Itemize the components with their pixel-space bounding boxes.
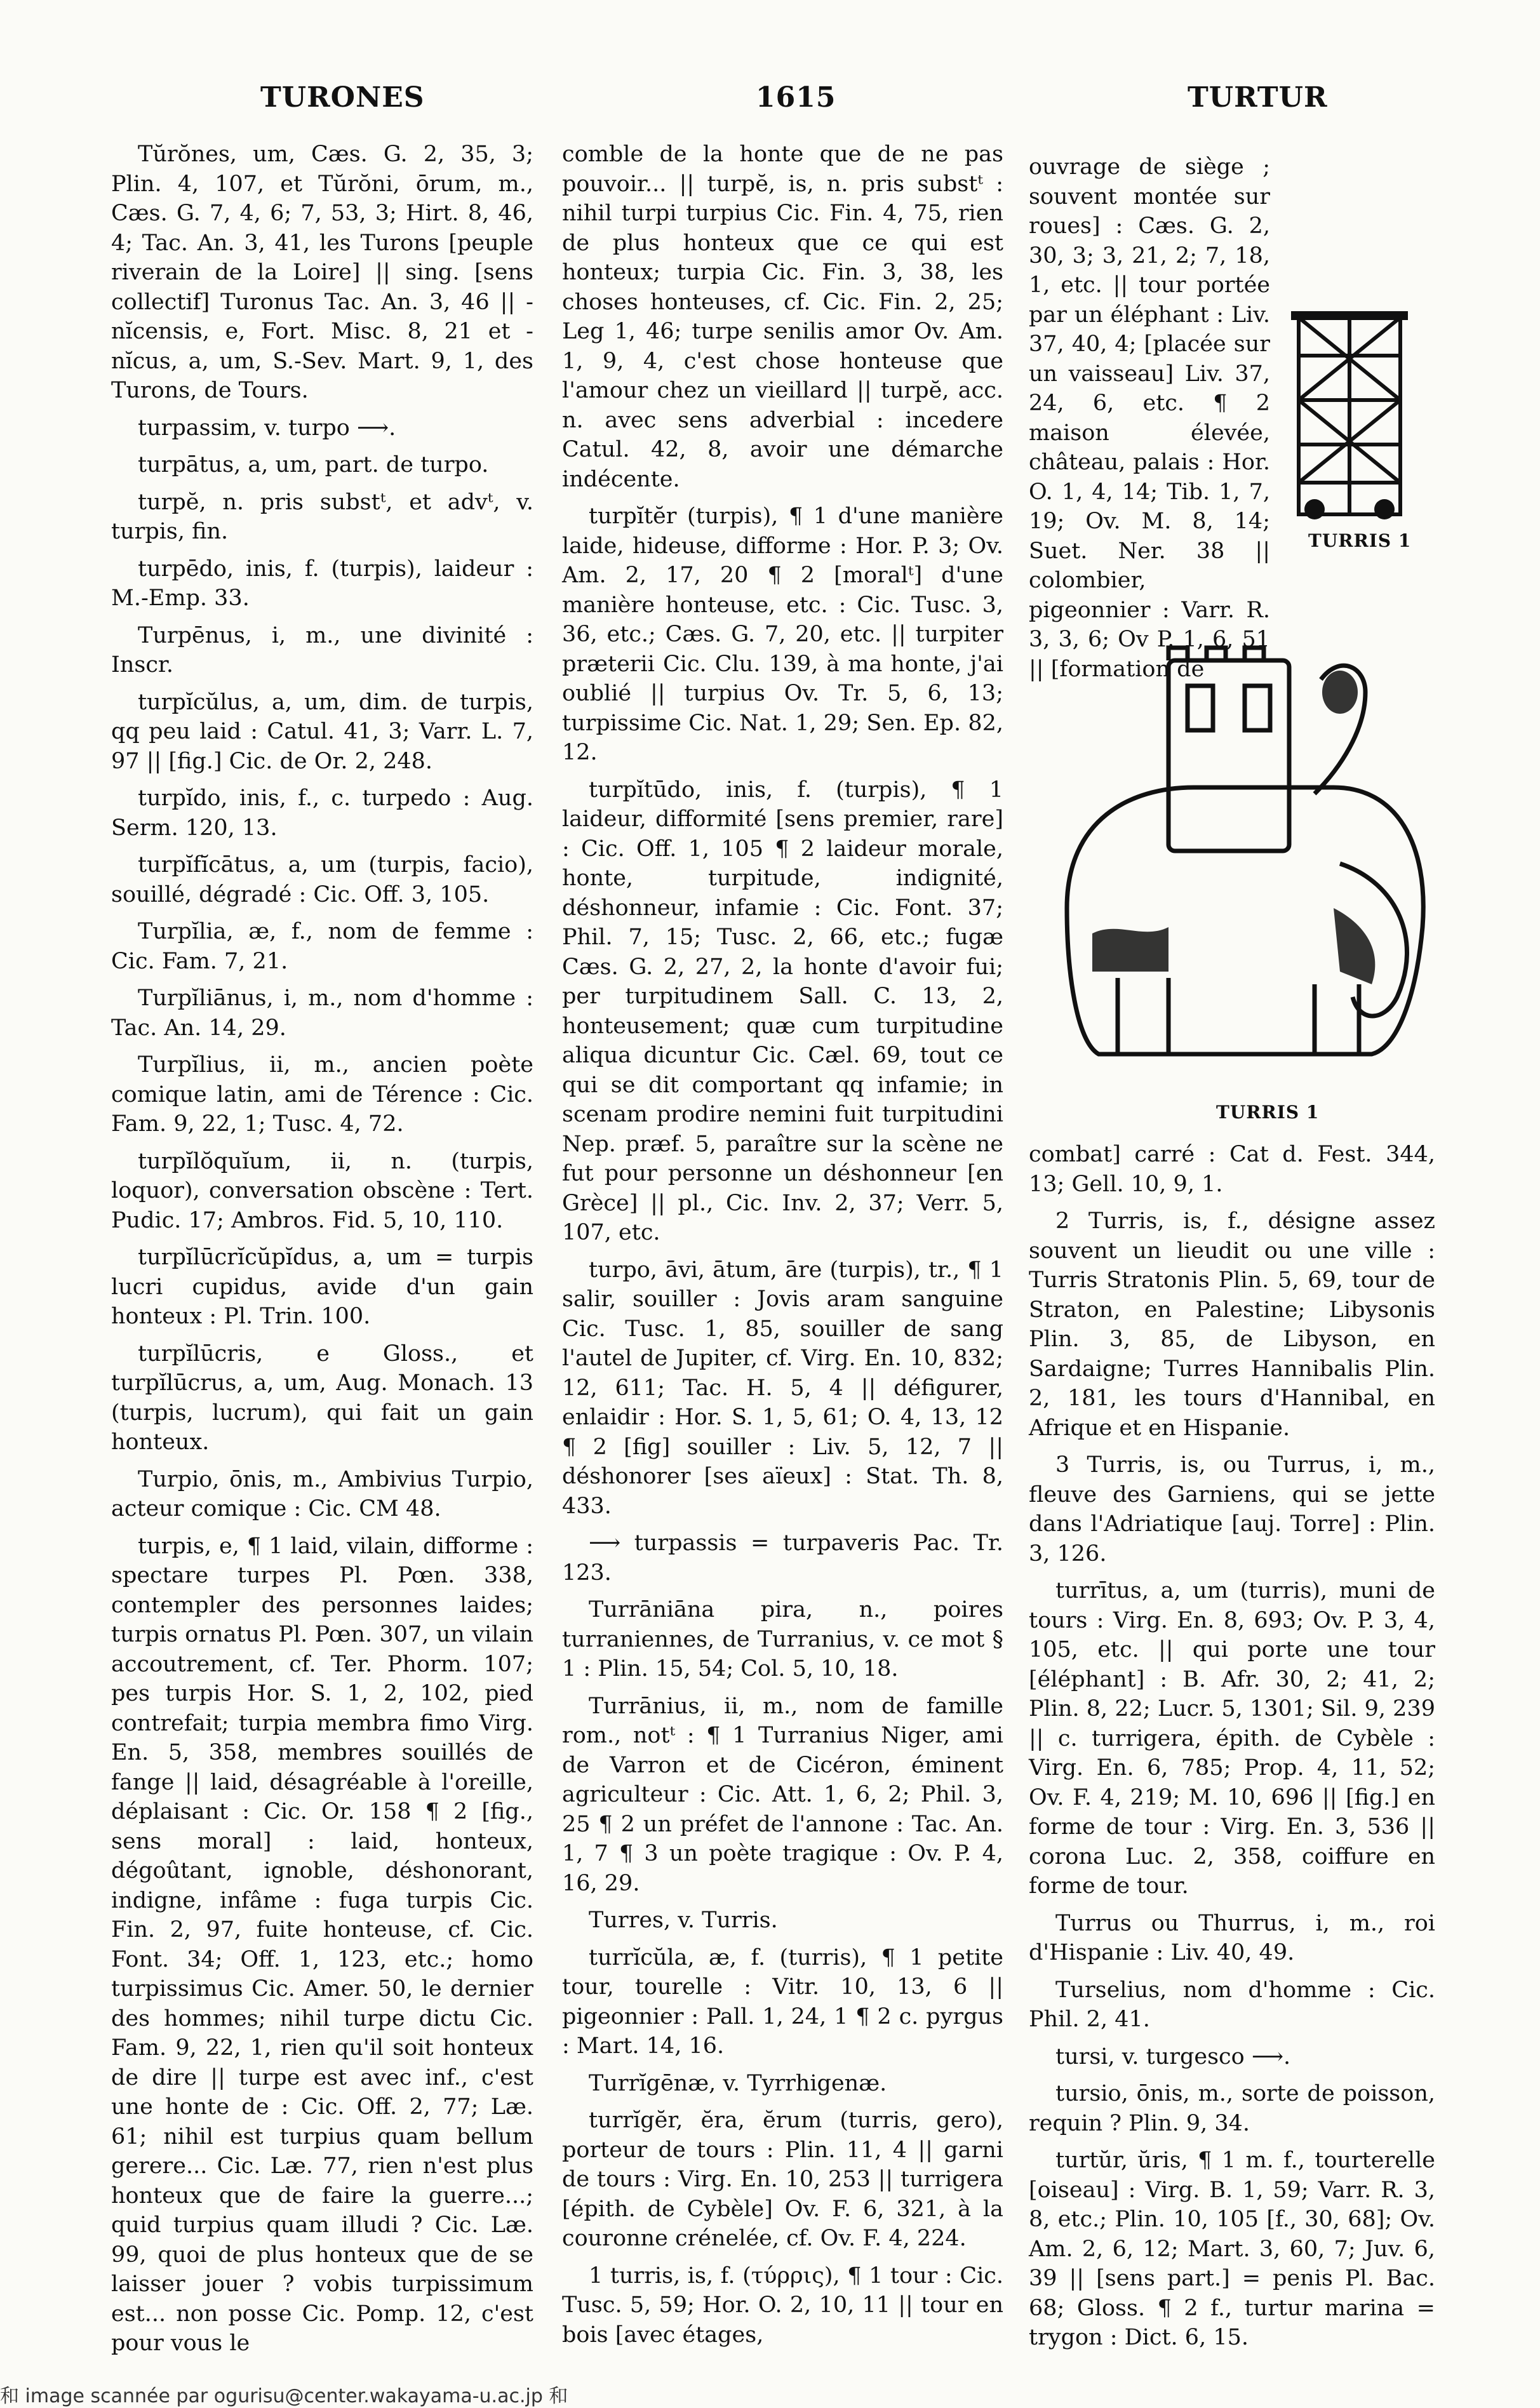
dictionary-entry: Turpĭliānus, i, m., nom d'homme : Tac. An. 14, 29. [111, 986, 533, 1041]
dictionary-entry: turpĭlūcris, e Gloss., et turpĭlūcrus, a, um, Aug. Monach. 13 (turpis, lucrum), qui fait un gain honteux. [111, 1341, 533, 1455]
dictionary-entry: turpĭcŭlus, a, um, dim. de turpis, qq peu laid : Catul. 41, 3; Varr. L. 7, 97 || [fig.] Cic. de Or. 2, 248. [111, 689, 533, 774]
dictionary-entry: turpassim, v. turpo ⟶. [138, 415, 396, 441]
dictionary-entry: turpis, e, ¶ 1 laid, vilain, difforme : spectare turpes Pl. Pœn. 338, contempler des personnes laides; turpis ornatus Pl. Pœn. 307, un vilain accoutrement, cf. Ter. Phorm. 107; pes turpis Hor. S. 1, 2, 102, pied contrefait; turpia membra fimo Virg. En. 5, 358, membres souillés de fange || laid, désagréable à l'oreille, déplaisant : Cic. Or. 158 ¶ 2 [fig., sens moral] : laid, honteux, dégoûtant, ignoble, déshonorant, indigne, infâme : fuga turpis Cic. Fin. 2, 97, fuite honteuse, cf. Cic. Font. 34; Off. 1, 123, etc.; homo turpissimus Cic. Amer. 50, le dernier des hommes; nihil turpe dictu Cic. Fam. 9, 22, 1, rien qu'il soit honteux de dire || turpe est avec inf., c'est une honte de : Cic. Off. 2, 77; Læ. 61; nihil est turpius quam bellum gerere... Cic. Læ. 77, rien n'est plus honteux que de faire la guerre...; quid turpius quam illudi ? Cic. Læ. 99, quoi de plus honteux que de se laisser jouer ? vobis turpissimum est... non posse Cic. Pomp. 12, c'est pour vous le [111, 1533, 533, 2356]
dictionary-entry: turpĭlŏquĭum, ii, n. (turpis, loquor), conversation obscène : Tert. Pudic. 17; Ambros. Fid. 5, 10, 110. [111, 1148, 533, 1233]
dictionary-entry: Turrĭgēnæ, v. Tyrrhigenæ. [589, 2070, 887, 2096]
column-left [111, 140, 533, 2366]
dictionary-entry: turpātus, a, um, part. de turpo. [138, 452, 489, 478]
dictionary-entry: turtŭr, ŭris, ¶ 1 m. f., tourterelle [oiseau] : Virg. B. 1, 59; Varr. R. 3, 8, etc.; Plin. 10, 105 [f., 30, 68]; Ov. Am. 2, 6, 12; Mart. 3, 60, 7; Juv. 6, 39 || [sens part.] = penis Pl. Bac. 68; Gloss. ¶ 2 f., turtur marina = trygon : Dict. 6, 15. [1029, 2148, 1435, 2350]
dictionary-entry: turpĭlūcrĭcŭpĭdus, a, um = turpis lucri cupidus, avide d'un gain honteux : Pl. Trin. 100. [111, 1245, 533, 1329]
dictionary-entry: ouvrage de siège ; souvent montée sur roues] : Cæs. G. 2, 30, 3; 3, 21, 2; 7, 18, 1, etc. || tour portée par un éléphant : Liv. 37, 40, 4; [placée sur un vaisseau] Liv. 37, 24, 6, etc. ¶ 2 maison élevée, château, palais : Hor. O. 1, 4, 14; Tib. 1, 7, 19; Ov. M. 8, 14; Suet. Ner. 38 || colombier, pigeonnier : Varr. R. 3, 3, 6; Ov P. 1, 6, 51 || [formation de [1029, 154, 1270, 682]
dictionary-entry: 3 Turris, is, ou Turrus, i, m., fleuve des Garniens, qui se jette dans l'Adriatique [auj. Torre] : Plin. 3, 126. [1029, 1452, 1435, 1567]
dictionary-entry: Turpĭlia, æ, f., nom de femme : Cic. Fam. 7, 21. [111, 919, 533, 974]
figure-caption: TURRIS 1 [1216, 1102, 1320, 1123]
dictionary-entry: Turpēnus, i, m., une divinité : Inscr. [111, 622, 533, 678]
dictionary-entry: turpĭtūdo, inis, f. (turpis), ¶ 1 laideur, difformité [sens premier, rare] : Cic. Off. 1, 105 ¶ 2 laideur morale, honte, turpitude, indignité, déshonneur, infamie : Cic. Font. 37; Phil. 7, 15; Tusc. 2, 66, etc.; fugæ Cæs. G. 2, 27, 2, la honte d'avoir fui; per turpitudinem Sall. C. 13, 2, honteusement; quæ cum turpitudine aliqua dicuntur Cic. Cæl. 69, tout ce qui se dit comportant qq infamie; in scenam prodire nemini fuit turpitudini Nep. præf. 5, paraître sur la scène ne fut pour personne un déshonneur [en Grèce] || pl., Cic. Inv. 2, 37; Verr. 5, 107, etc. [562, 777, 1003, 1245]
dictionary-entry: Turrus ou Thurrus, i, m., roi d'Hispanie : Liv. 40, 49. [1029, 1910, 1435, 1965]
dictionary-entry: turrĭgĕr, ĕra, ĕrum (turris, gero), porteur de tours : Plin. 11, 4 || garni de tours : Virg. En. 10, 253 || turrigera [épith. de Cybèle] Ov. F. 6, 321, à la couronne crénelée, cf. Ov. F. 4, 224. [562, 2108, 1003, 2251]
dictionary-entry: turpēdo, inis, f. (turpis), laideur : M.-Emp. 33. [111, 556, 533, 611]
dictionary-entry: turrītus, a, um (turris), muni de tours : Virg. En. 8, 693; Ov. P. 3, 4, 105, etc. || qui porte une tour [éléphant] : B. Afr. 30, 2; 41, 2; Plin. 8, 22; Lucr. 5, 1301; Sil. 9, 239 || c. turrigera, épith. de Cybèle : Virg. En. 6, 785; Prop. 4, 11, 52; Ov. F. 4, 219; M. 10, 696 || [fig.] en forme de tour : Virg. En. 3, 536 || corona Luc. 2, 358, coiffure en forme de tour. [1029, 1578, 1435, 1899]
dictionary-entry: Turpio, ōnis, m., Ambivius Turpio, acteur comique : Cic. CM 48. [111, 1466, 533, 1522]
dictionary-entry: Turpĭlius, ii, m., ancien poète comique latin, ami de Térence : Cic. Fam. 9, 22, 1; Tusc. 4, 72. [111, 1052, 533, 1137]
dictionary-entry: Turselius, nom d'homme : Cic. Phil. 2, 41. [1029, 1977, 1435, 2032]
scan-credit: 和 image scannée par ogurisu@center.wakayama-u.ac.jp 和 [0, 2385, 568, 2407]
dictionary-entry: Turrānius, ii, m., nom de famille rom., notᵗ : ¶ 1 Turranius Niger, ami de Varron et de Cicéron, éminent agriculteur : Cic. Att. 1, 6, 2; Phil. 3, 25 ¶ 2 un préfet de l'annone : Tac. An. 1, 7 ¶ 3 un poète tragique : Ov. P. 4, 16, 29. [562, 1693, 1003, 1896]
dictionary-entry: turrĭcŭla, æ, f. (turris), ¶ 1 petite tour, tourelle : Vitr. 10, 13, 6 || pigeonnier : Pall. 1, 24, 1 ¶ 2 c. pyrgus : Mart. 14, 16. [562, 1944, 1003, 2059]
running-head-right: TURTUR [1188, 81, 1328, 114]
dictionary-entry: turpĭfĭcātus, a, um (turpis, facio), souillé, dégradé : Cic. Off. 3, 105. [111, 852, 533, 907]
dictionary-entry: comble de la honte que de ne pas pouvoir... || turpĕ, is, n. pris substᵗ : nihil turpi turpius Cic. Fin. 4, 75, rien de plus honteux que ce qui est honteux; turpia Cic. Fin. 3, 38, les choses honteuses, cf. Cic. Fin. 2, 25; Leg 1, 46; turpe senilis amor Ov. Am. 1, 9, 4, c'est chose honteuse que l'amour chez un vieillard || turpĕ, acc. n. avec sens adverbial : incedere Catul. 42, 8, avoir une démarche indécente. [562, 142, 1003, 492]
dictionary-entry: turpĭtĕr (turpis), ¶ 1 d'une manière laide, hideuse, difforme : Hor. P. 3; Ov. Am. 2, 17, 20 ¶ 2 [moralᵗ] d'une manière honteuse, etc. : Cic. Tusc. 3, 36, etc.; Cæs. G. 7, 20, etc. || turpiter præterii Cic. Clu. 139, à ma honte, j'ai oublié || turpius Ov. Tr. 5, 6, 13; turpissime Cic. Nat. 1, 29; Sen. Ep. 82, 12. [562, 504, 1003, 765]
dictionary-entry: combat] carré : Cat d. Fest. 344, 13; Gell. 10, 9, 1. [1029, 1142, 1435, 1197]
dictionary-entry: Turres, v. Turris. [589, 1908, 778, 1933]
dictionary-entry: ⟶ turpassis = turpaveris Pac. Tr. 123. [562, 1530, 1003, 1586]
dictionary-entry: 1 turris, is, f. (τύρρις), ¶ 1 tour : Cic. Tusc. 5, 59; Hor. O. 2, 10, 11 || tour en bois [avec étages, [562, 2263, 1003, 2348]
column-middle [562, 140, 1003, 2357]
dictionary-entry: turpĭdo, inis, f., c. turpedo : Aug. Serm. 120, 13. [111, 786, 533, 841]
dictionary-entry: tursio, ōnis, m., sorte de poisson, requin ? Plin. 9, 34. [1029, 2081, 1435, 2136]
dictionary-entry: 2 Turris, is, f., désigne assez souvent un lieudit ou une ville : Turris Stratonis Plin. 5, 69, tour de Straton, en Palestine; Libysonis Plin. 3, 85, de Libyson, en Sardaigne; Turres Hannibalis Plin. 2, 181, les tours d'Hannibal, en Afrique et en Hispanie. [1029, 1208, 1435, 1441]
siege-tower-illustration [1280, 305, 1419, 521]
dictionary-entry: Turrāniāna pira, n., poires turraniennes, de Turranius, v. ce mot § 1 : Plin. 15, 54; Col. 5, 10, 18. [562, 1597, 1003, 1682]
column-right-bottom [1029, 1140, 1435, 2360]
running-head-left: TURONES [260, 81, 425, 114]
dictionary-entry: Tŭrŏnes, um, Cæs. G. 2, 35, 3; Plin. 4, 107, et Tŭrŏni, ōrum, m., Cæs. G. 7, 4, 6; 7, 53, 3; Hirt. 8, 46, 4; Tac. An. 3, 41, les Turons [peuple riverain de la Loire] || sing. [sens collectif] Turonus Tac. An. 3, 46 || -nĭcensis, e, Fort. Misc. 8, 21 et -nĭcus, a, um, S.-Sev. Mart. 9, 1, des Turons, de Tours. [111, 142, 533, 403]
dictionary-entry: tursi, v. turgesco ⟶. [1055, 2043, 1291, 2070]
elephant-tower-illustration [1041, 641, 1442, 1086]
figure-caption: TURRIS 1 [1308, 530, 1412, 551]
dictionary-entry: turpo, āvi, ātum, āre (turpis), tr., ¶ 1 salir, souiller : Jovis aram sanguine Cic. Tusc. 1, 85, souiller de sang l'autel de Jupiter, cf. Virg. En. 10, 832; 12, 611; Tac. H. 5, 4 || défigurer, enlaidir : Hor. S. 1, 5, 61; O. 4, 13, 12 ¶ 2 [fig] souiller : Liv. 5, 12, 7 || déshonorer [ses aïeux] : Stat. Th. 8, 433. [562, 1257, 1003, 1519]
page-number: 1615 [756, 81, 836, 114]
dictionary-entry: turpĕ, n. pris substᵗ, et advᵗ, v. turpis, fin. [111, 489, 533, 544]
